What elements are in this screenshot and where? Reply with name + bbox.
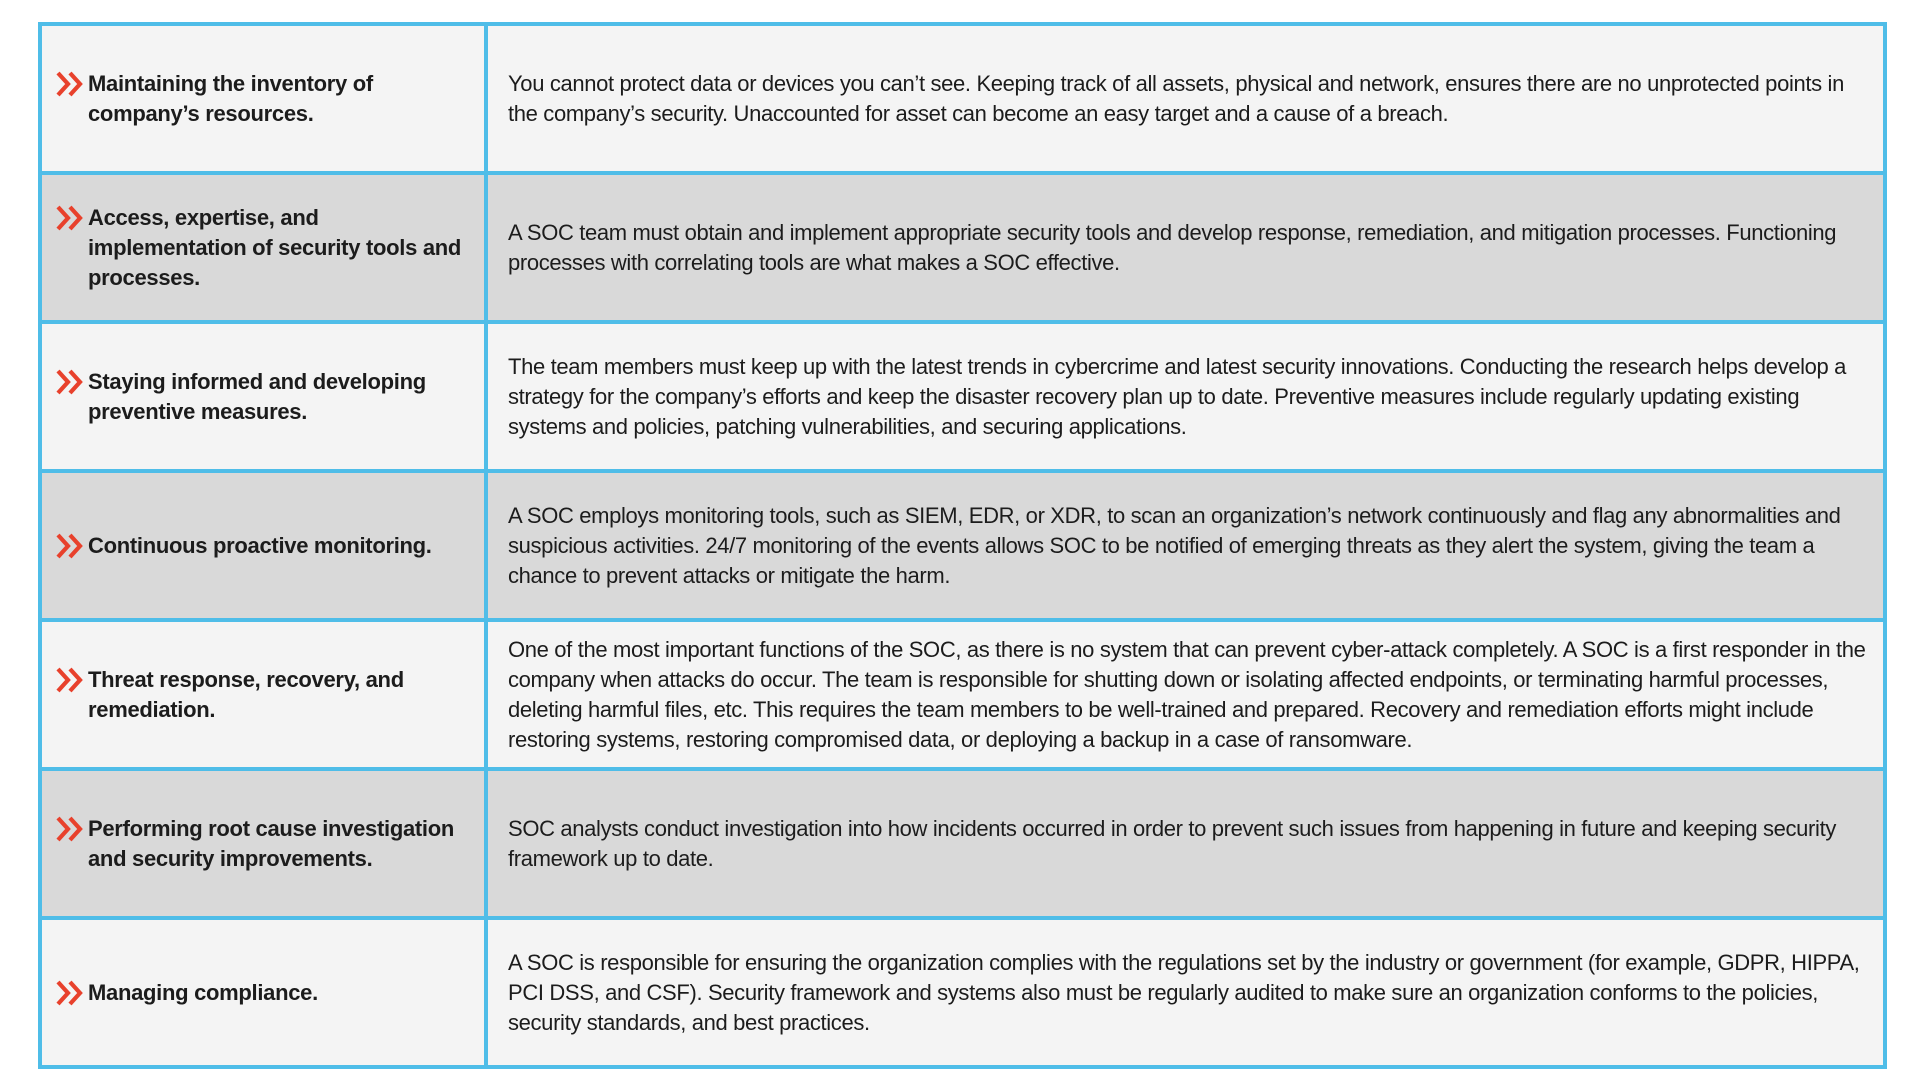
- function-heading: Performing root cause investigation and security improvements.: [88, 815, 455, 871]
- function-cell: [40, 769, 486, 918]
- function-heading: Threat response, recovery, and remediation.: [88, 666, 404, 722]
- function-description: A SOC team must obtain and implement appropriate security tools and develop response, remediation, and mitigation processes. Functioning processes with correlating tools are what makes a SOC effective.: [508, 219, 1837, 275]
- table-row: [40, 918, 1885, 1067]
- function-description: A SOC employs monitoring tools, such as SIEM, EDR, or XDR, to scan an organization’s network continuously and flag any abnormalities and suspicious activities. 24/7 monitoring of the events allows SOC to be notified of emerging threats as they alert the system, giving the team a chance to prevent attacks or mitigate the harm.: [508, 502, 1841, 588]
- description-cell: [486, 322, 1885, 471]
- function-heading: Continuous proactive monitoring.: [88, 532, 432, 558]
- description-cell: [486, 620, 1885, 769]
- function-cell: [40, 471, 486, 620]
- description-cell: [486, 24, 1885, 173]
- description-cell: [486, 918, 1885, 1067]
- double-chevron-right-icon: [54, 368, 86, 396]
- description-cell: [486, 173, 1885, 322]
- function-heading: Maintaining the inventory of company’s resources.: [88, 70, 373, 126]
- function-description: The team members must keep up with the latest trends in cybercrime and latest security innovations. Conducting the research helps develop a strategy for the company’s efforts and keep the disaster recovery plan up to date. Preventive measures include regularly updating existing systems and policies, patching vulnerabilities, and securing applications.: [508, 353, 1847, 439]
- table-row: [40, 471, 1885, 620]
- table-row: [40, 620, 1885, 769]
- table-row: [40, 24, 1885, 173]
- function-heading: Staying informed and developing preventive measures.: [88, 368, 426, 424]
- function-cell: [40, 620, 486, 769]
- double-chevron-right-icon: [54, 979, 86, 1007]
- double-chevron-right-icon: [54, 70, 86, 98]
- table-row: [40, 769, 1885, 918]
- function-description: One of the most important functions of the SOC, as there is no system that can prevent cyber-attack completely. A SOC is a first responder in the company when attacks do occur. The team is responsible for shutting down or isolating affected endpoints, or terminating harmful processes, deleting harmful files, etc. This requires the team members to be well-trained and prepared. Recovery and remediation efforts might include restoring systems, restoring compromised data, or deploying a backup in a case of ransomware.: [508, 636, 1866, 752]
- table-row: [40, 322, 1885, 471]
- function-description: SOC analysts conduct investigation into how incidents occurred in order to prevent such issues from happening in future and keeping security framework up to date.: [508, 815, 1836, 871]
- double-chevron-right-icon: [54, 666, 86, 694]
- function-cell: [40, 24, 486, 173]
- function-heading: Managing compliance.: [88, 979, 318, 1005]
- description-cell: [486, 769, 1885, 918]
- function-cell: [40, 322, 486, 471]
- table-row: [40, 173, 1885, 322]
- function-description: You cannot protect data or devices you can’t see. Keeping track of all assets, physical and network, ensures there are no unprotected points in the company’s security. Unaccounted for asset can become an easy target and a cause of a breach.: [508, 70, 1844, 126]
- double-chevron-right-icon: [54, 204, 86, 232]
- double-chevron-right-icon: [54, 815, 86, 843]
- function-cell: [40, 918, 486, 1067]
- function-heading: Access, expertise, and implementation of security tools and processes.: [88, 204, 462, 290]
- double-chevron-right-icon: [54, 532, 86, 560]
- function-description: A SOC is responsible for ensuring the organization complies with the regulations set by the industry or government (for example, GDPR, HIPPA, PCI DSS, and CSF). Security framework and systems also must be regularly audited to make sure an organization conforms to the policies, security standards, and best practices.: [508, 949, 1860, 1035]
- function-cell: [40, 173, 486, 322]
- description-cell: [486, 471, 1885, 620]
- soc-functions-table: [38, 22, 1887, 1069]
